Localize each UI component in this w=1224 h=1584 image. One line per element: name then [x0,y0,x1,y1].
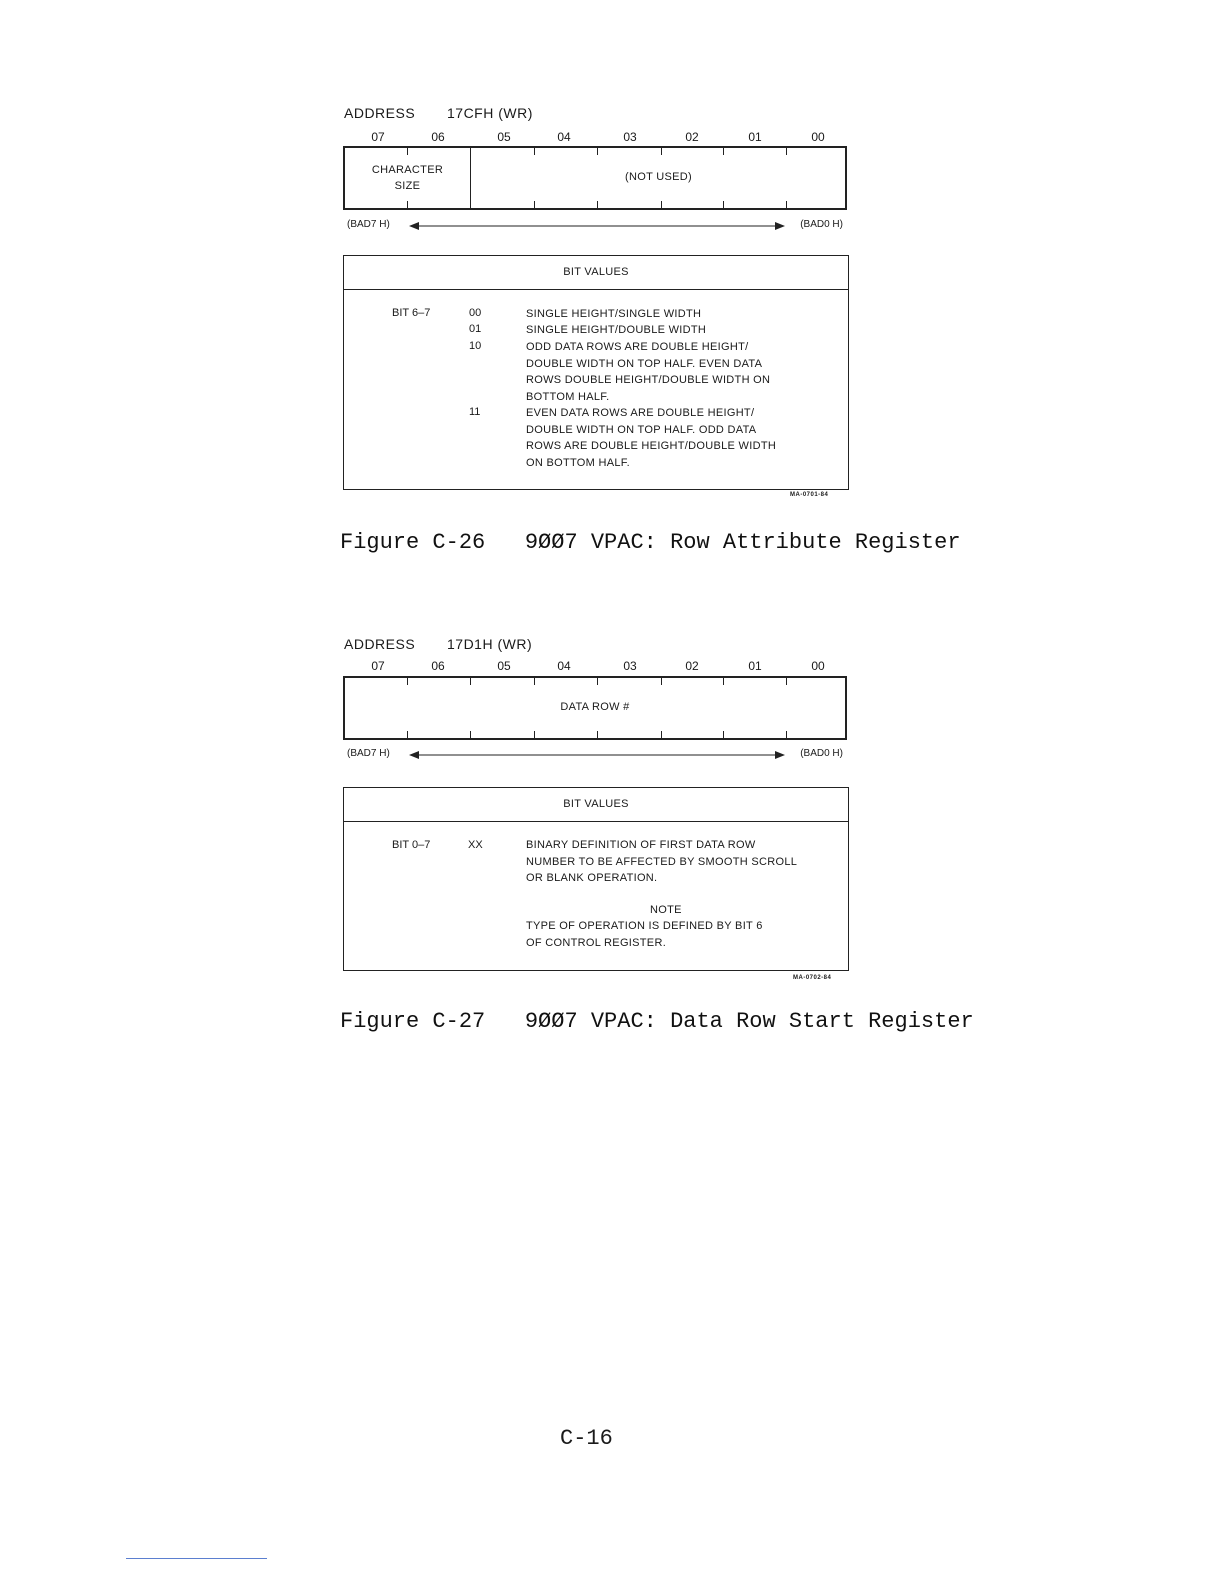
bit-number: 05 [497,659,511,673]
caption-label: Figure C-26 [340,530,486,555]
caption-title: 9ØØ7 VPAC: Data Row Start Register [524,1009,974,1034]
double-arrow-icon [409,750,785,760]
address-line [344,105,533,121]
figure-code: MA-0702-84 [793,975,832,981]
address-value: 17D1H (WR) [447,636,533,652]
bit-description: SINGLE HEIGHT/SINGLE WIDTH [526,308,702,320]
bit-number: 01 [748,130,762,144]
note-text: TYPE OF OPERATION IS DEFINED BY BIT 6 OF CONTROL REGISTER. [526,920,763,949]
bit-number: 04 [557,130,571,144]
arrow-left-label: (BAD7 H) [347,748,390,759]
bit-number: 03 [623,659,637,673]
register-box [343,676,847,740]
bit-number: 03 [623,130,637,144]
address-line [344,636,533,652]
bit-range-label: BIT 0–7 [392,839,431,851]
bit-description: BINARY DEFINITION OF FIRST DATA ROW NUMBER TO BE AFFECTED BY SMOOTH SCROLL OR BLANK OPERATION. [526,839,798,884]
bit-number: 05 [497,130,511,144]
bit-number: 06 [431,130,445,144]
bit-values-table [343,787,849,971]
bit-description: EVEN DATA ROWS ARE DOUBLE HEIGHT/ DOUBLE WIDTH ON TOP HALF. ODD DATA ROWS ARE DOUBLE HEIGHT/DOUBLE WIDTH ON BOTTOM HALF. [526,407,777,469]
bit-description: ODD DATA ROWS ARE DOUBLE HEIGHT/ DOUBLE WIDTH ON TOP HALF. EVEN DATA ROWS DOUBLE HEIGHT/DOUBLE WIDTH ON BOTTOM HALF. [526,341,771,403]
arrow-right-label: (BAD0 H) [800,748,843,759]
bit-code: 11 [469,406,481,418]
footer-rule [126,1558,267,1559]
bit-number: 04 [557,659,571,673]
bit-number: 07 [371,659,385,673]
bit-range-arrow [343,219,847,233]
not-used-field: (NOT USED) [625,171,692,183]
bit-values-table [343,255,849,490]
bit-code: 01 [469,323,482,335]
double-arrow-icon [409,221,785,231]
bit-values-heading: BIT VALUES [344,256,848,290]
bit-code: 00 [469,307,482,319]
bit-number: 02 [685,130,699,144]
caption-label: Figure C-27 [340,1009,486,1034]
bit-values-heading: BIT VALUES [344,788,848,822]
figure-code: MA-0701-84 [790,492,829,498]
page-number: C-16 [560,1426,613,1451]
character-size-field: CHARACTER SIZE [371,164,444,192]
note-title: NOTE [650,904,682,916]
register-box [343,146,847,210]
figure-caption [340,530,961,555]
address-label: ADDRESS [344,636,416,652]
bit-code: 10 [469,340,482,352]
arrow-right-label: (BAD0 H) [800,219,843,230]
address-label: ADDRESS [344,105,416,121]
bit-range-label: BIT 6–7 [392,307,431,319]
bit-number: 06 [431,659,445,673]
bit-number: 00 [811,130,825,144]
address-value: 17CFH (WR) [447,105,533,121]
data-row-field: DATA ROW # [560,701,630,713]
arrow-left-label: (BAD7 H) [347,219,390,230]
bit-range-arrow [343,748,847,762]
bit-number: 07 [371,130,385,144]
caption-title: 9ØØ7 VPAC: Row Attribute Register [524,530,961,555]
bit-description: SINGLE HEIGHT/DOUBLE WIDTH [526,324,707,336]
bit-number: 01 [748,659,762,673]
bit-code: XX [468,839,483,851]
figure-caption [340,1009,974,1034]
bit-number: 02 [685,659,699,673]
bit-number: 00 [811,659,825,673]
